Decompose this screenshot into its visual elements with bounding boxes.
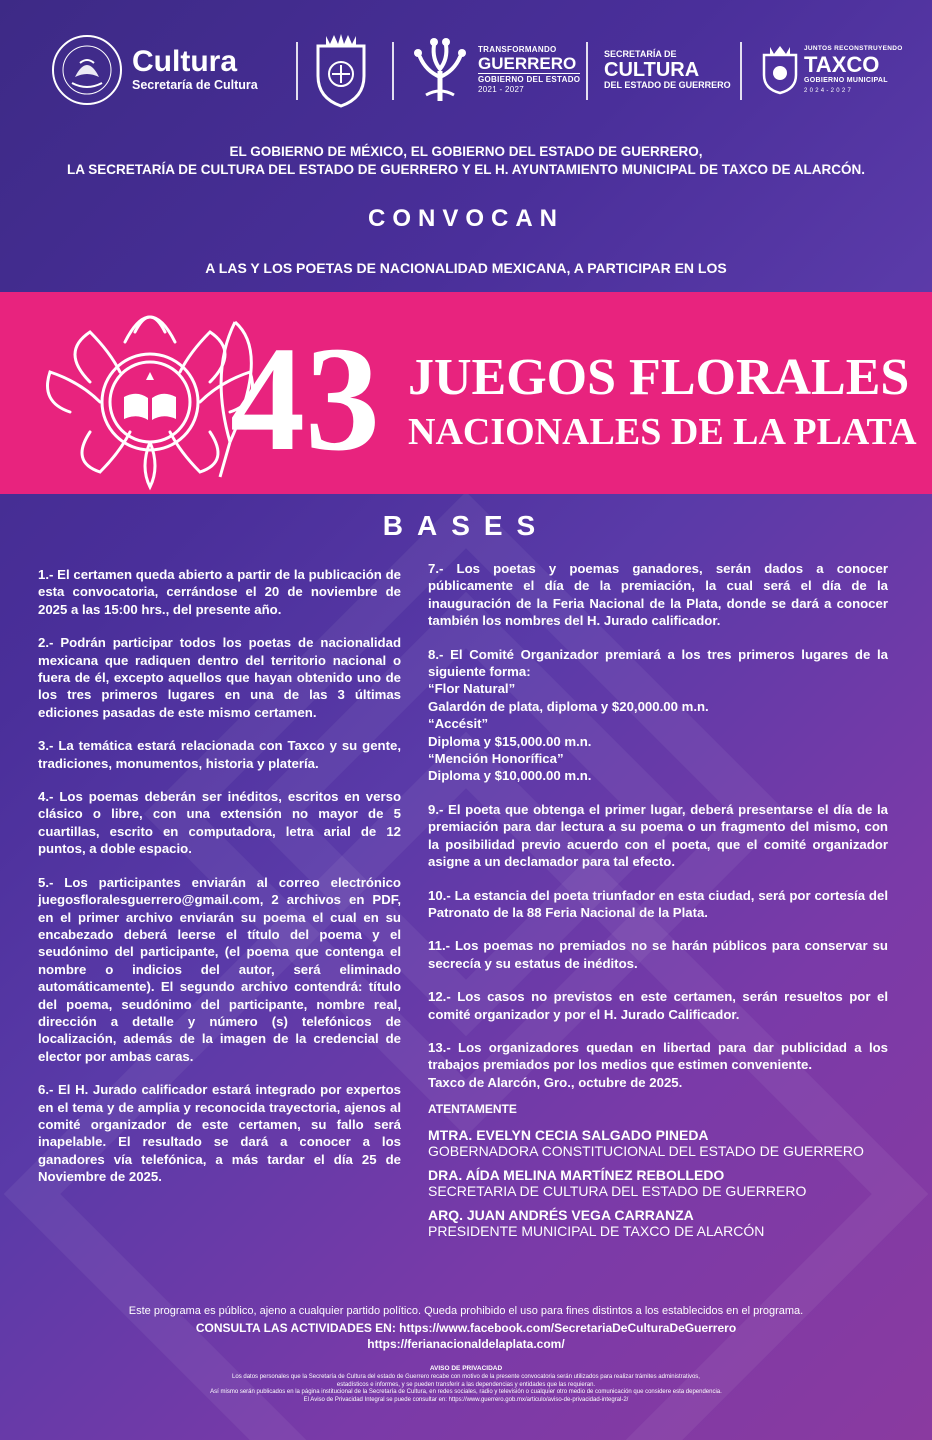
base-7: 7.- Los poetas y poemas ganadores, serán dados a conocer públicamente el día de la premiación, la cual será el día de la inauguración de la Feria Nacional de la Plata, donde se dará a conocer también los nombres del H. Jurado calificador. bbox=[428, 561, 888, 629]
guerrero-logo-line2: GUERRERO bbox=[478, 54, 577, 73]
state-culture-logo-line1: SECRETARÍA DE bbox=[604, 49, 677, 59]
prize-second-name: “Accésit” bbox=[428, 716, 489, 732]
signer-name-3: ARQ. JUAN ANDRÉS VEGA CARRANZA bbox=[428, 1206, 694, 1223]
base-5: 5.- Los participantes enviarán al correo electrónico juegosfloralesguerrero@gmail.com, 2 archivos en PDF, en el primer archivo enviarán su poema el cual en su encabezado deberá leerse el título del poema y el seudónimo del participante, (el poema que contenga el nombre o indicios del autor, será eliminado automáticamente). El segundo archivo contendrá: título del poema, seudónimo del participante, nombre real, dirección a detalle y número (s) telefónicos de localización, además de la imagen de la credencial de elector por ambas caras. bbox=[38, 874, 401, 1064]
base-11: 11.- Los poemas no premiados no se harán públicos para conservar su secrecía y su estatus de inéditos. bbox=[428, 938, 888, 971]
taxco-logo-line2: TAXCO bbox=[804, 52, 880, 77]
state-culture-logo-line2: CULTURA bbox=[604, 59, 700, 81]
privacy-title: AVISO DE PRIVACIDAD bbox=[429, 1365, 503, 1372]
guerrero-logo-line3: GOBIERNO DEL ESTADO bbox=[478, 75, 581, 84]
base-2: 2.- Podrán participar todos los poetas de nacionalidad mexicana que radiquen dentro del territorio nacional o fuera de él, excepto aquellos que hayan obtenido uno de los tres primeros lugares en una de las 3 últimas ediciones pasadas de este mismo certamen. bbox=[38, 635, 401, 720]
logo-divider bbox=[296, 42, 298, 100]
state-culture-logo bbox=[604, 30, 731, 110]
event-banner bbox=[0, 292, 932, 494]
footer-consulta bbox=[0, 1321, 932, 1335]
signer-title-1: GOBERNADORA CONSTITUCIONAL DEL ESTADO DE GUERRERO bbox=[428, 1142, 864, 1159]
privacy-line: Los datos personales que la Secretaría de Cultura del estado de Guerrero recabe con motivo de la presente convocatoria serán utilizados para realizar trámites administrativos, bbox=[232, 1374, 700, 1380]
bases-heading: BASES bbox=[382, 510, 550, 541]
convening-institutions bbox=[0, 143, 932, 179]
prize-third-name: “Mención Honorífica” bbox=[428, 751, 564, 767]
taxco-logo-line1: JUNTOS RECONSTRUYENDO bbox=[804, 45, 903, 52]
prize-first-name: “Flor Natural” bbox=[428, 681, 516, 697]
event-subtitle: NACIONALES DE LA PLATA bbox=[408, 411, 917, 453]
bases-right-column bbox=[428, 560, 888, 1239]
base-12: 12.- Los casos no previstos en este certamen, serán resueltos por el comité organizador y por el H. Jurado Calificador. bbox=[428, 989, 888, 1022]
cultura-logo bbox=[50, 30, 258, 110]
privacy-notice bbox=[0, 1374, 932, 1404]
site-link[interactable]: https://ferianacionaldelaplata.com/ bbox=[367, 1337, 565, 1351]
guerrero-shield-logo bbox=[312, 30, 370, 110]
edition-number: 43 bbox=[230, 316, 380, 482]
prize-third-detail: Diploma y $10,000.00 m.n. bbox=[428, 768, 592, 784]
base-13-text: 13.- Los organizadores quedan en libertad para dar publicidad a los trabajos premiados por los medios que estimen conveniente. bbox=[428, 1039, 888, 1073]
taxco-logo bbox=[760, 30, 903, 110]
signer-name-2: DRA. AÍDA MELINA MARTÍNEZ REBOLLEDO bbox=[428, 1166, 725, 1183]
guerrero-logo-line1: TRANSFORMANDO bbox=[478, 45, 557, 54]
taxco-crest-icon bbox=[760, 45, 800, 95]
footer-disclaimer: Este programa es público, ajeno a cualquier partido político. Queda prohibido el uso para fines distintos a los establecidos en el programa. bbox=[128, 1305, 804, 1317]
signer-title-3: PRESIDENTE MUNICIPAL DE TAXCO DE ALARCÓN bbox=[428, 1222, 765, 1239]
logo-divider bbox=[392, 42, 394, 100]
facebook-link[interactable]: https://www.facebook.com/SecretariaDeCulturaDeGuerrero bbox=[399, 1321, 737, 1335]
privacy-line: Así mismo serán publicados en la página institucional de la Secretaría de Cultura, en redes sociales, radio y televisión o cualquier otro medio de comunicación que considere esta dependencia. bbox=[210, 1389, 722, 1396]
guerrero-logo-line4: 2021 - 2027 bbox=[478, 85, 525, 94]
cultura-logo-title: Cultura bbox=[132, 45, 237, 78]
institutions-line2: LA SECRETARÍA DE CULTURA DEL ESTADO DE GUERRERO Y EL H. AYUNTAMIENTO MUNICIPAL DE TAXCO DE ALARCÓN. bbox=[66, 162, 866, 177]
base-9: 9.- El poeta que obtenga el primer lugar, deberá presentarse el día de la premiación para dar lectura a su poema o un fragmento del mismo, con la posibilidad previo acuerdo con el poeta, que el comité organizador asigne a un declamador para tal efecto. bbox=[428, 801, 888, 870]
mexico-seal-icon bbox=[50, 33, 124, 107]
prize-first-detail: Galardón de plata, diploma y $20,000.00 m.n. bbox=[428, 698, 709, 714]
tree-icon bbox=[410, 37, 470, 103]
convocan-heading: CONVOCAN bbox=[367, 205, 564, 232]
place-date: Taxco de Alarcón, Gro., octubre de 2025. bbox=[428, 1074, 683, 1090]
privacy-link[interactable]: El Aviso de Privacidad Integral se puede consultar en: https://www.guerrero.gob.mx/articulo/aviso-de-privacidad-integral-2/ bbox=[303, 1396, 629, 1403]
privacy-line: estadísticos e informes, y se pueden transferir a las dependencias y entidades que las requieran. bbox=[336, 1381, 596, 1388]
consulta-label: CONSULTA LAS ACTIVIDADES EN: bbox=[195, 1321, 396, 1335]
prize-second-detail: Diploma y $15,000.00 m.n. bbox=[428, 733, 592, 749]
event-title: JUEGOS FLORALES bbox=[408, 349, 910, 406]
signer-title-2: SECRETARIA DE CULTURA DEL ESTADO DE GUERRERO bbox=[428, 1182, 807, 1199]
base-8-intro: 8.- El Comité Organizador premiará a los tres primeros lugares de la siguiente forma: bbox=[428, 646, 888, 680]
cultura-logo-subtitle: Secretaría de Cultura bbox=[132, 78, 258, 92]
signer-name-1: MTRA. EVELYN CECIA SALGADO PINEDA bbox=[428, 1126, 709, 1143]
base-4: 4.- Los poemas deberán ser inéditos, escritos en verso clásico o libre, con una extensión no mayor de 5 cuartillas, escrito en computadora, letra arial de 12 puntos, a doble espacio. bbox=[38, 789, 401, 857]
bases-left-column bbox=[38, 566, 401, 1202]
institutions-line1: EL GOBIERNO DE MÉXICO, EL GOBIERNO DEL ESTADO DE GUERRERO, bbox=[229, 144, 703, 159]
base-13 bbox=[428, 1039, 888, 1091]
base-3: 3.- La temática estará relacionada con Taxco y su gente, tradiciones, monumentos, historia y platería. bbox=[38, 738, 401, 771]
base-6: 6.- El H. Jurado calificador estará integrado por expertos en el tema y de amplia y reconocida trayectoria, ajenos al comité organizador de este certamen, su fallo será inapelable. El resultado se dará a conocer a los ganadores vía telefónica, a más tardar el día 25 de Noviembre de 2025. bbox=[38, 1082, 401, 1185]
taxco-logo-line4: 2 0 2 4 - 2 0 2 7 bbox=[804, 88, 852, 94]
logos-row bbox=[0, 30, 932, 110]
shield-icon bbox=[312, 32, 370, 108]
state-culture-logo-line3: DEL ESTADO DE GUERRERO bbox=[604, 80, 731, 90]
logo-divider bbox=[740, 42, 742, 100]
logo-divider bbox=[586, 42, 588, 100]
base-1: 1.- El certamen queda abierto a partir de la publicación de esta convocatoria, cerrándose el 20 de noviembre de 2025 a las 15:00 hrs., del presente año. bbox=[38, 567, 401, 617]
atentamente-label: ATENTAMENTE bbox=[428, 1102, 517, 1117]
guerrero-government-logo bbox=[410, 30, 580, 110]
base-10: 10.- La estancia del poeta triunfador en esta ciudad, será por cortesía del Patronato de la 88 Feria Nacional de la Plata. bbox=[428, 887, 888, 920]
base-8 bbox=[428, 646, 888, 785]
taxco-logo-line3: GOBIERNO MUNICIPAL bbox=[804, 77, 888, 84]
intro-text: A LAS Y LOS POETAS DE NACIONALIDAD MEXICANA, A PARTICIPAR EN LOS bbox=[205, 260, 727, 276]
